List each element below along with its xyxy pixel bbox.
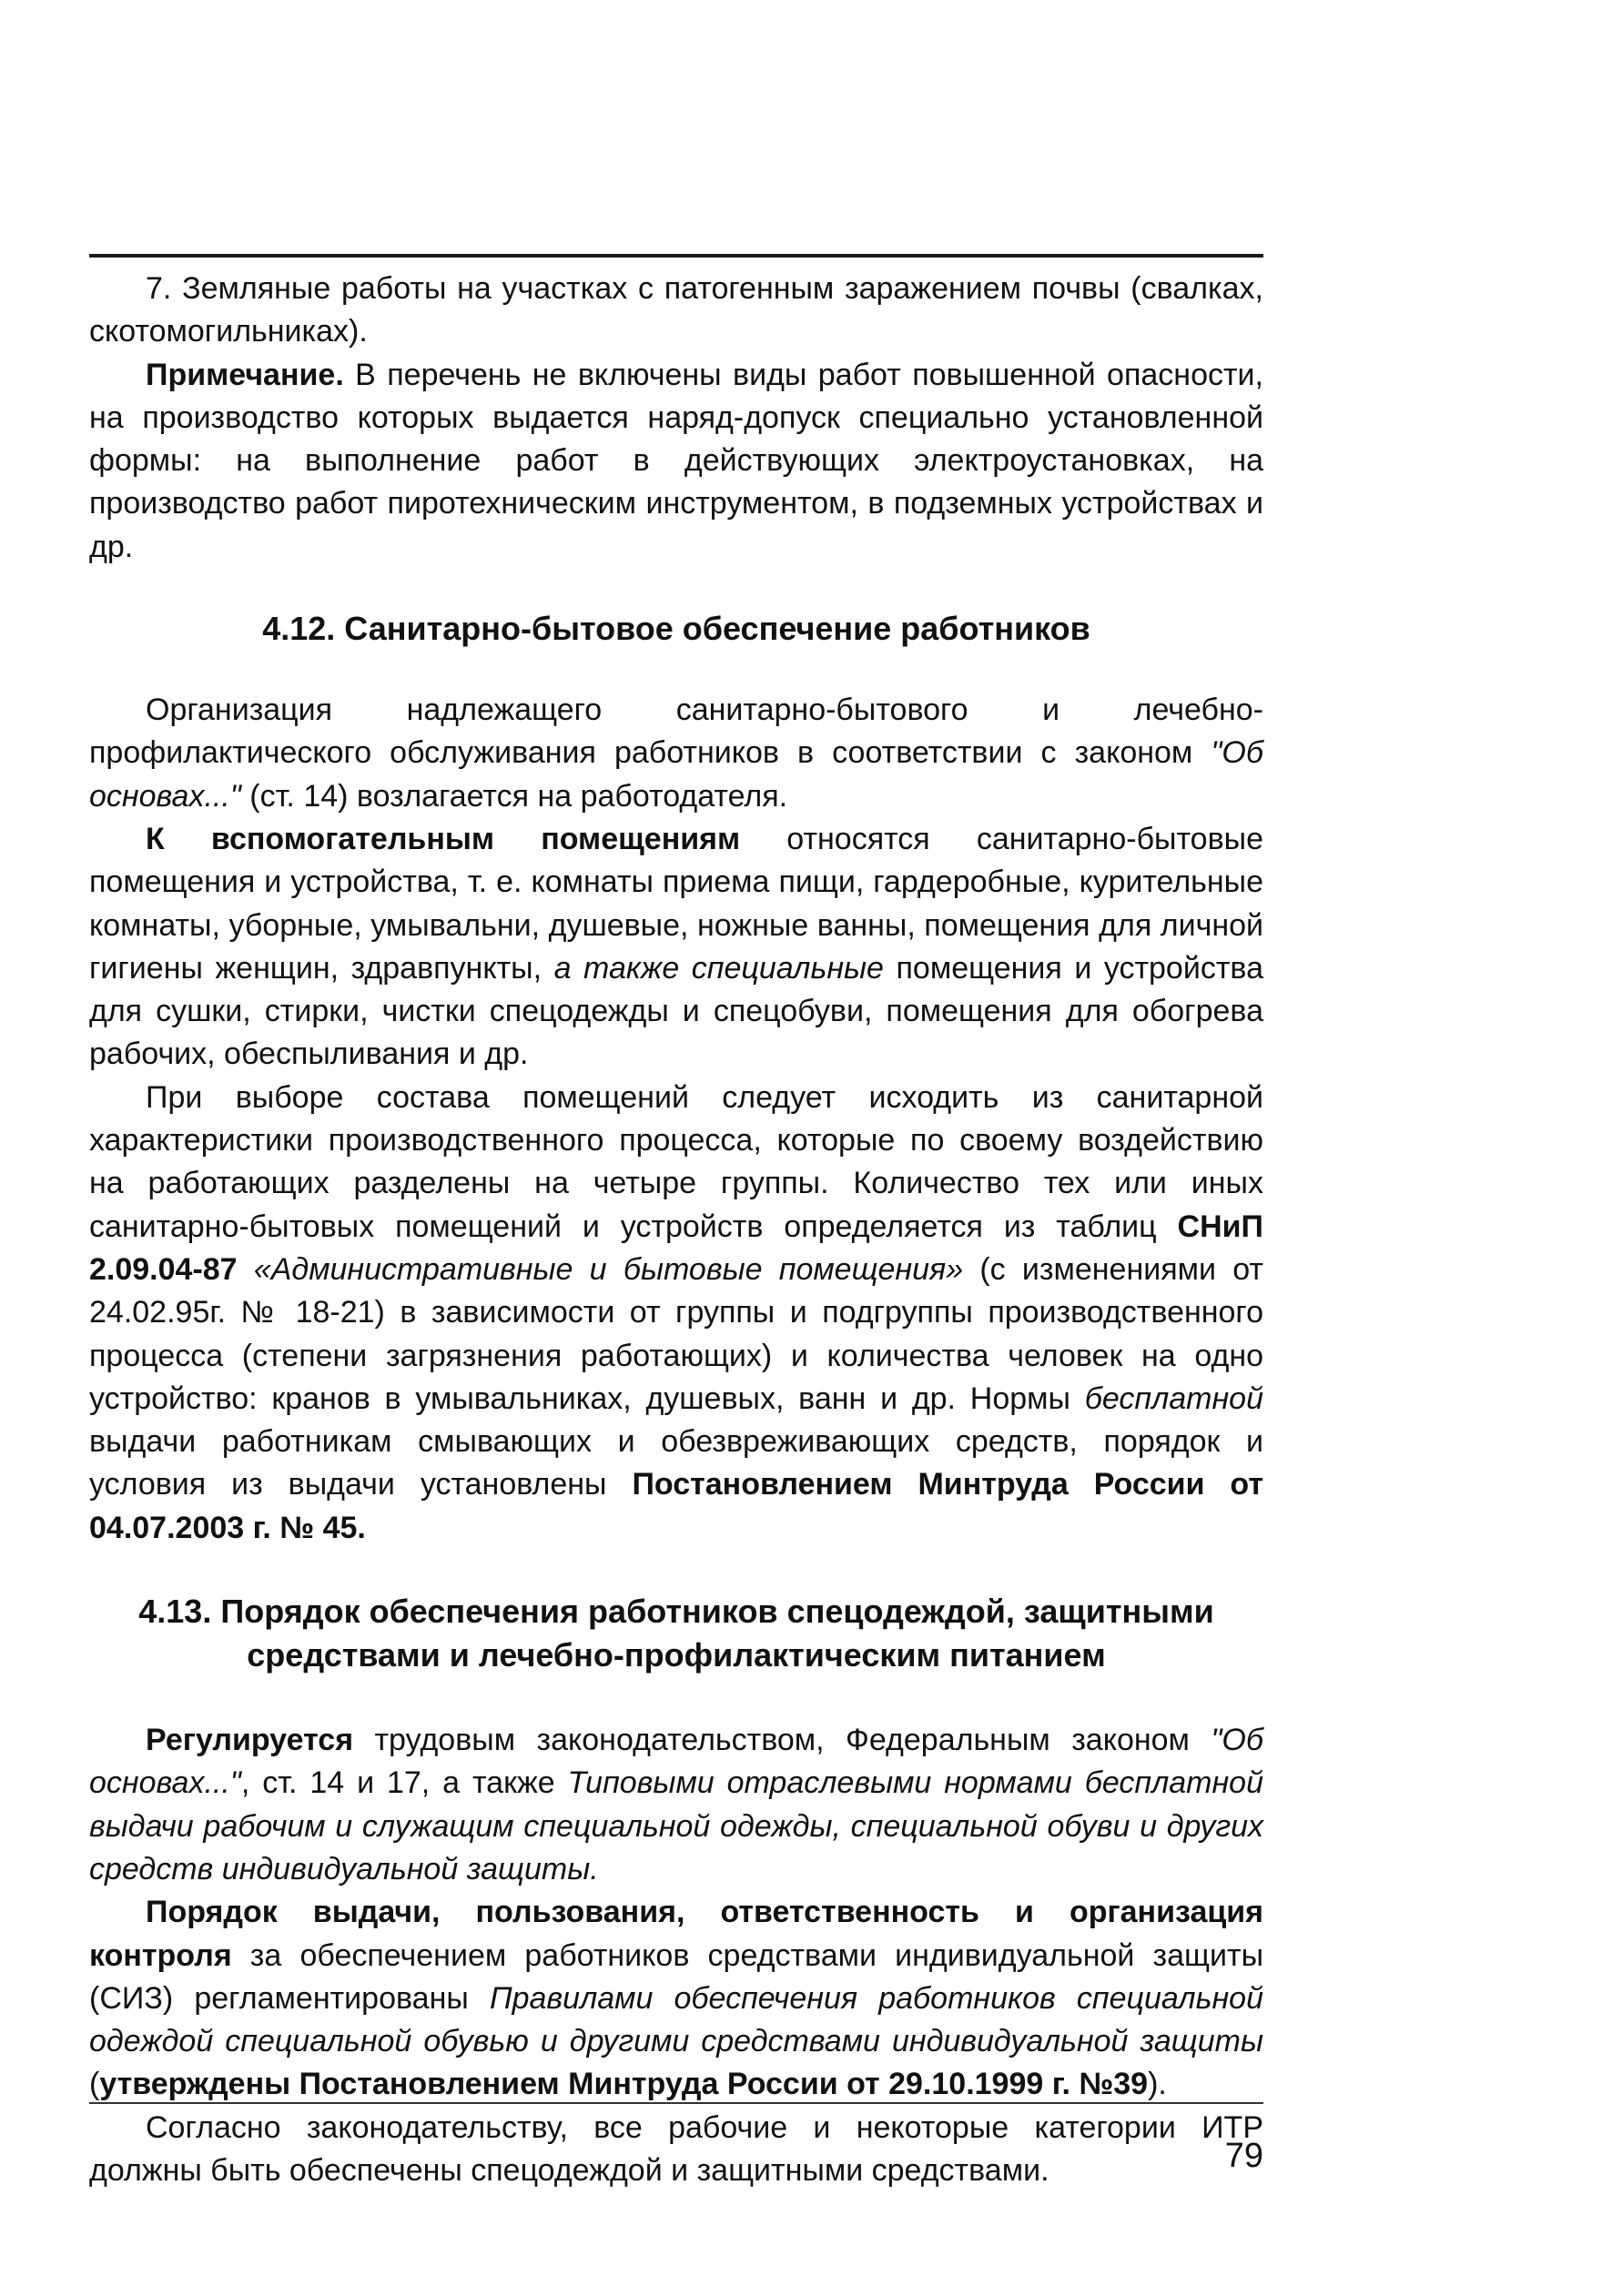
section-4-12-paragraph-1: Организация надлежащего санитарно-бытового и лечебно-профилактического обслуживания работников в соответствии с законом "Об основах..." (ст. 14) возлагается на работодателя. [89,693,1263,814]
bottom-rule [89,2102,1263,2104]
note-text: В перечень не включены виды работ повышенной опасности, на производство которых выдается наряд-допуск специально установленной формы: на выполнение работ в действующих электроустановках, на производство работ пиротехническим инструментом, в подземных устройствах и др. [89,357,1263,564]
list-item-7: 7. Земляные работы на участках с патогенным заражением почвы (свалках, скотомогильниках). [89,271,1263,349]
top-rule [89,254,1263,258]
section-4-13-paragraph-1: Регулируется трудовым законодательством, Федеральным законом "Об основах...", ст. 14 и 17, а также Типовыми отраслевыми нормами бесплатной выдачи рабочим и служащим специальной одежды, специальной обуви и других средств индивидуальной защиты. [89,1723,1263,1886]
section-heading-4-12: 4.12. Санитарно-бытовое обеспечение работников [262,610,1090,648]
section-4-12-paragraph-2: К вспомогательным помещениям относятся санитарно-бытовые помещения и устройства, т. е. комнаты приема пищи, гардеробные, курительные комнаты, уборные, умывальни, душевые, ножные ванны, помещения для личной гигиены женщин, здравпункты, а также специальные помещения и устройства для сушки, стирки, чистки спецодежды и спецобуви, помещения для обогрева рабочих, обеспыливания и др. [89,821,1263,1072]
section-heading-4-13: 4.13. Порядок обеспечения работников спецодеждой, защитными средствами и лечебно-профилактическим питанием [138,1593,1214,1674]
section-4-13-paragraph-2: Порядок выдачи, пользования, ответственность и организация контроля за обеспечением работников средствами индивидуальной защиты (СИЗ) регламентированы Правилами обеспечения работников специальной одеждой специальной обувью и другими средствами индивидуальной защиты (утверждены Постановлением Минтруда России от 29.10.1999 г. №39). [89,1895,1263,2102]
section-4-13-paragraph-3: Согласно законодательству, все рабочие и некоторые категории ИТР должны быть обеспечены спецодеждой и защитными средствами. [89,2109,1263,2188]
page-number: 79 [1224,2137,1263,2175]
section-4-12-paragraph-3: При выборе состава помещений следует исходить из санитарной характеристики производственного процесса, которые по своему воздействию на работающих разделены на четыре группы. Количество тех или иных санитарно-бытовых помещений и устройств определяется из таблиц СНиП 2.09.04-87 «Административные и бытовые помещения» (с изменениями от 24.02.95г. № 18-21) в зависимости от группы и подгруппы производственного процесса (степени загрязнения работающих) и количества человек на одно устройство: кранов в умывальниках, душевых, ванн и др. Нормы бесплатной выдачи работникам смывающих и обезвреживающих средств, порядок и условия из выдачи установлены Постановлением Минтруда России от 04.07.2003 г. № 45. [89,1079,1263,1545]
page-body [89,268,1263,2192]
note-label: Примечание. [146,357,344,392]
note-paragraph [89,354,1263,569]
